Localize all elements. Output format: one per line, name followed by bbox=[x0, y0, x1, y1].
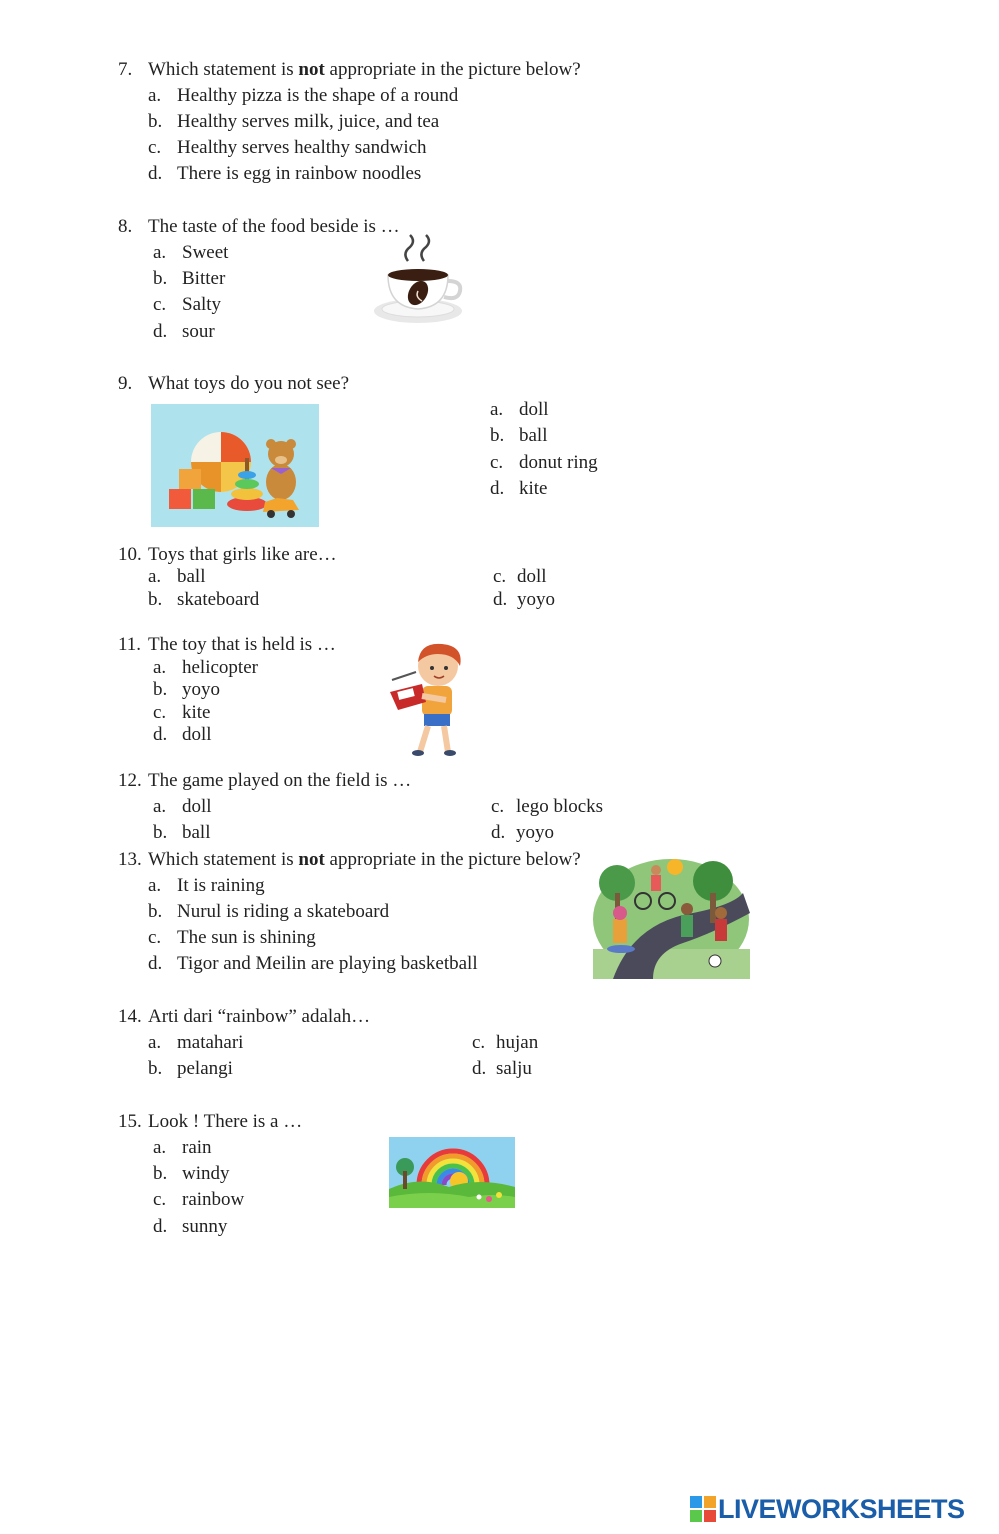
q15-option-b-letter: b. bbox=[153, 1163, 168, 1184]
q15-option-c-letter: c. bbox=[153, 1189, 167, 1210]
q11-option-a[interactable]: helicopter bbox=[182, 657, 258, 678]
q13-option-a[interactable]: It is raining bbox=[177, 875, 265, 896]
q9-option-d-letter: d. bbox=[490, 478, 505, 499]
q9-option-b[interactable]: ball bbox=[519, 425, 548, 446]
q7-number: 7. bbox=[118, 59, 133, 80]
q15-option-d-letter: d. bbox=[153, 1216, 168, 1237]
q8-option-b[interactable]: Bitter bbox=[182, 268, 226, 289]
q12-option-c-letter: c. bbox=[491, 796, 505, 817]
q11-option-a-letter: a. bbox=[153, 657, 167, 678]
q12-option-d-letter: d. bbox=[491, 822, 506, 843]
q7-question: Which statement is not appropriate in the picture below? bbox=[148, 59, 581, 80]
q9-option-a[interactable]: doll bbox=[519, 399, 549, 420]
coffee-cup-image bbox=[372, 233, 464, 327]
q13-option-b-letter: b. bbox=[148, 901, 163, 922]
q9-question: What toys do you not see? bbox=[148, 373, 350, 394]
brand-name: LIVEWORKSHEETS bbox=[718, 1493, 965, 1524]
q13-option-d-letter: d. bbox=[148, 953, 163, 974]
q13-option-c-letter: c. bbox=[148, 927, 162, 948]
q14-option-d-letter: d. bbox=[472, 1058, 487, 1079]
q15-option-a[interactable]: rain bbox=[182, 1137, 212, 1158]
q12-option-b[interactable]: ball bbox=[182, 822, 211, 843]
rainbow-image bbox=[389, 1137, 515, 1208]
q14-option-c-letter: c. bbox=[472, 1032, 486, 1053]
q10-option-c[interactable]: doll bbox=[517, 566, 547, 587]
park-children-image bbox=[593, 853, 750, 979]
q10-option-d-letter: d. bbox=[493, 589, 508, 610]
q10-option-b-letter: b. bbox=[148, 589, 163, 610]
q8-question: The taste of the food beside is … bbox=[148, 216, 400, 237]
q14-option-b-letter: b. bbox=[148, 1058, 163, 1079]
q9-number: 9. bbox=[118, 373, 133, 394]
q15-option-a-letter: a. bbox=[153, 1137, 167, 1158]
q10-option-d[interactable]: yoyo bbox=[517, 589, 555, 610]
q13-option-d[interactable]: Tigor and Meilin are playing basketball bbox=[177, 953, 478, 974]
q12-option-a-letter: a. bbox=[153, 796, 167, 817]
q7-option-c[interactable]: Healthy serves healthy sandwich bbox=[177, 137, 427, 158]
q11-option-c-letter: c. bbox=[153, 702, 167, 723]
q12-number: 12. bbox=[118, 770, 142, 791]
q8-option-a[interactable]: Sweet bbox=[182, 242, 229, 263]
boy-with-helicopter-image bbox=[386, 640, 472, 758]
q9-option-c[interactable]: donut ring bbox=[519, 452, 598, 473]
q9-option-d[interactable]: kite bbox=[519, 478, 548, 499]
q15-number: 15. bbox=[118, 1111, 142, 1132]
q13-option-b[interactable]: Nurul is riding a skateboard bbox=[177, 901, 390, 922]
q11-option-b[interactable]: yoyo bbox=[182, 679, 220, 700]
toys-image bbox=[151, 404, 319, 527]
q8-option-d[interactable]: sour bbox=[182, 321, 215, 342]
q7-option-a[interactable]: Healthy pizza is the shape of a round bbox=[177, 85, 459, 106]
q14-option-c[interactable]: hujan bbox=[496, 1032, 539, 1053]
q7-option-c-letter: c. bbox=[148, 137, 162, 158]
q11-option-c[interactable]: kite bbox=[182, 702, 211, 723]
q8-option-c-letter: c. bbox=[153, 294, 167, 315]
q7-option-b-letter: b. bbox=[148, 111, 163, 132]
q13-question: Which statement is not appropriate in the picture below? bbox=[148, 849, 581, 870]
q11-option-b-letter: b. bbox=[153, 679, 168, 700]
q8-option-a-letter: a. bbox=[153, 242, 167, 263]
q7-option-b[interactable]: Healthy serves milk, juice, and tea bbox=[177, 111, 440, 132]
q14-option-b[interactable]: pelangi bbox=[177, 1058, 233, 1079]
q7-option-a-letter: a. bbox=[148, 85, 162, 106]
q8-number: 8. bbox=[118, 216, 133, 237]
q14-option-a[interactable]: matahari bbox=[177, 1032, 244, 1053]
q13-number: 13. bbox=[118, 849, 142, 870]
q11-option-d-letter: d. bbox=[153, 724, 168, 745]
q8-option-c[interactable]: Salty bbox=[182, 294, 222, 315]
q14-option-d[interactable]: salju bbox=[496, 1058, 532, 1079]
q10-question: Toys that girls like are… bbox=[148, 544, 337, 565]
q10-option-a-letter: a. bbox=[148, 566, 162, 587]
q12-question: The game played on the field is … bbox=[148, 770, 412, 791]
q12-option-a[interactable]: doll bbox=[182, 796, 212, 817]
q8-option-b-letter: b. bbox=[153, 268, 168, 289]
q7-option-d[interactable]: There is egg in rainbow noodles bbox=[177, 163, 422, 184]
q11-option-d[interactable]: doll bbox=[182, 724, 212, 745]
q14-option-a-letter: a. bbox=[148, 1032, 162, 1053]
q14-question: Arti dari “rainbow” adalah… bbox=[148, 1006, 371, 1027]
q12-option-d[interactable]: yoyo bbox=[516, 822, 554, 843]
q8-option-d-letter: d. bbox=[153, 321, 168, 342]
q11-question: The toy that is held is … bbox=[148, 634, 336, 655]
q9-option-a-letter: a. bbox=[490, 399, 504, 420]
q15-option-c[interactable]: rainbow bbox=[182, 1189, 245, 1210]
q13-option-a-letter: a. bbox=[148, 875, 162, 896]
q7-option-d-letter: d. bbox=[148, 163, 163, 184]
q15-option-d[interactable]: sunny bbox=[182, 1216, 228, 1237]
q10-option-b[interactable]: skateboard bbox=[177, 589, 260, 610]
q10-option-c-letter: c. bbox=[493, 566, 507, 587]
q12-option-c[interactable]: lego blocks bbox=[516, 796, 604, 817]
q9-option-c-letter: c. bbox=[490, 452, 504, 473]
q15-option-b[interactable]: windy bbox=[182, 1163, 230, 1184]
q13-option-c[interactable]: The sun is shining bbox=[177, 927, 316, 948]
liveworksheets-logo bbox=[690, 1494, 965, 1524]
q15-question: Look ! There is a … bbox=[148, 1111, 303, 1132]
q10-option-a[interactable]: ball bbox=[177, 566, 206, 587]
q12-option-b-letter: b. bbox=[153, 822, 168, 843]
q9-option-b-letter: b. bbox=[490, 425, 505, 446]
q10-number: 10. bbox=[118, 544, 142, 565]
q11-number: 11. bbox=[118, 634, 142, 655]
q14-number: 14. bbox=[118, 1006, 142, 1027]
